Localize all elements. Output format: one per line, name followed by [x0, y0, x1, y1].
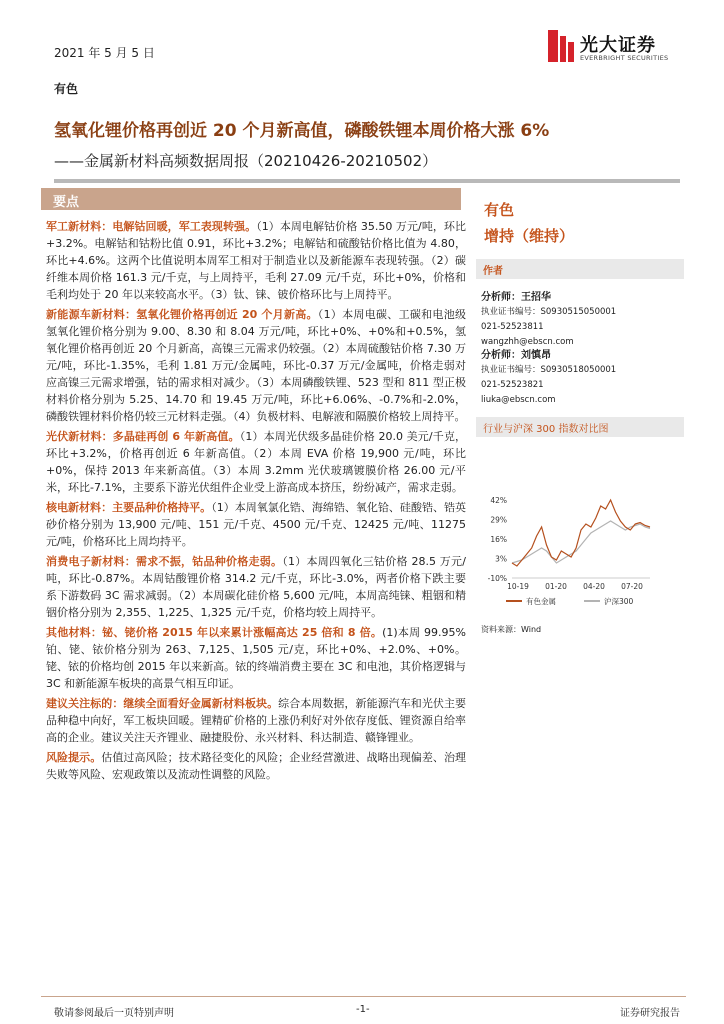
- title-divider: [54, 179, 680, 183]
- sector-label: 有色: [54, 82, 79, 96]
- chart-heading: 行业与沪深 300 指数对比图: [483, 424, 609, 435]
- chart-source: 资料来源：Wind: [481, 625, 542, 634]
- footer-disclaimer: 敬请参阅最后一页特别声明: [54, 1008, 174, 1019]
- paragraph-nuclear: 核电新材料：主要品种价格持平。（1）本周氧氯化锆、海绵锆、氧化铪、硅酸锆、锆英砂价格分别为 13,900 元/吨、151 元/千克、4500 元/千克、12425 元/吨、11275 元/吨，价格环比上周均持平。: [46, 501, 467, 548]
- paragraph-consumer: 消费电子新材料：需求不振，钴品种价格走弱。（1）本周四氧化三钴价格 28.5 万元/吨，环比-0.87%。本周钴酸锂价格 314.2 元/千克，环比-3.0%，两者价格下跌主要系下游数码 3C 需求减弱。（2）本周碳化硅价格 5,600 元/吨，本周高纯铼、粗铟和精铟价格分别为 2,355、1,225、1,325 元/千克，价格均较上周持平。: [46, 555, 466, 619]
- paragraph-military: 军工新材料：电解钴回暖，军工表现转强。（1）本周电解钴价格 35.50 万元/吨，环比+3.2%。电解钴和钴粉比值 0.91，环比+3.2%；电解钴和硫酸钴价格比值为 4.80，环比+4.6%。这两个比值说明本周军工相对于制造业以及新能源车表现转强。（2）碳纤维本周价格 161.3 元/千克，与上周持平，毛利 27.09 元/千克，环比+0%，价格和毛利均处于 20 年以来较高水平。（3）钛、铼、铍价格环比与上周持平。: [46, 220, 466, 301]
- legend-label: 有色金属: [526, 597, 556, 606]
- paragraph-other: 其他材料：铋、铑价格 2015 年以来累计涨幅高达 25 倍和 8 倍。(1)本周 99.95%铂、铑、铱价格分别为 263、7,125、1,505 元/克，环比+0%、+2.0%、+0%。铑、铱的价格均创 2015 年以来新高。铱的终端消费主要在 3C 和电池，其价格逻辑与 3C 和新能源车板块的高景气相互印证。: [46, 626, 466, 690]
- analyst-phone: 021-52523821: [481, 380, 544, 390]
- paragraph-pv: 光伏新材料：多晶硅再创 6 年新高值。（1）本周光伏级多晶硅价格 20.0 美元/千克，环比+3.2%，价格再创近 6 年新高值。（2）本周 EVA 价格 19,900 元/吨，环比+0%，保持 2013 年来新高值。（3）本周 3.2mm 光伏玻璃镀膜价格 26.00 元/平米，环比-7.1%，主要系下游光伏组件企业受上游高成本挤压，纷纷减产，需求走弱。: [46, 430, 466, 494]
- page-number: -1-: [356, 1004, 370, 1015]
- analyst-cert: 执业证书编号：S0930518050001: [481, 365, 617, 375]
- paragraph-risk: 风险提示。估值过高风险；技术路径变化的风险；企业经营激进、战略出现偏差、治理失败等风险、宏观政策以及流动性调整的风险。: [46, 751, 467, 781]
- author-heading: 作者: [483, 266, 503, 277]
- series-line-0: [512, 500, 650, 566]
- sidebar-sector: 有色: [484, 201, 515, 219]
- summary-heading: 要点: [53, 195, 80, 210]
- page-subtitle: ——金属新材料高频数据周报（20210426-20210502）: [54, 152, 438, 170]
- series-line-1: [512, 521, 650, 563]
- author-heading-bar: [476, 259, 684, 279]
- y-tick-label: 16%: [490, 535, 507, 544]
- paragraph-ev: 新能源车新材料：氢氧化锂价格再创近 20 个月新高。（1）本周电碳、工碳和电池级氢氧化锂价格分别为 9.00、8.30 和 8.04 万元/吨，环比+0%、+0%和+0.5%，氢氧化锂价格再创近 20 个月新高，高镍三元需求仍较强。（2）本周硫酸钴价格 7.30 万元/吨，环比-1.35%，毛利 1.81 万元/金属吨，环比-0.37 万元/金属吨，价格走弱对应高镍三元需求增强，钴的需求相对减少。（3）本周磷酸铁锂、523 型和 811 型正极材料价格分别为 5.25、14.70 和 19.45 万元/吨，环比+6.06%、-0.7%和-2.0%，磷酸铁锂材料价格仍较三元材料走强。（4）负极材料、电解液和隔膜价格较上周持平。: [46, 308, 466, 423]
- index-comparison-chart: [476, 490, 684, 620]
- y-tick-label: 3%: [495, 554, 507, 564]
- analyst-name: 分析师：刘慎昂: [481, 350, 551, 361]
- legend-label: 沪深300: [604, 597, 634, 606]
- analyst-card: [481, 348, 681, 408]
- y-tick-label: 42%: [490, 496, 507, 505]
- logo-icon: [546, 28, 576, 64]
- y-tick-label: -10%: [487, 574, 507, 583]
- summary-heading-bar: [41, 188, 461, 210]
- x-tick-label: 07-20: [621, 582, 643, 591]
- summary-body: [46, 218, 466, 786]
- y-tick-label: 29%: [490, 515, 507, 525]
- analyst-email[interactable]: wangzhh@ebscn.com: [481, 337, 574, 347]
- report-date: 2021 年 5 月 5 日: [54, 46, 155, 60]
- footer-divider: [41, 996, 686, 997]
- analyst-card: [481, 290, 681, 350]
- x-tick-label: 01-20: [545, 582, 567, 591]
- chart-heading-bar: [476, 417, 684, 437]
- logo-en: EVERBRIGHT SECURITIES: [580, 54, 669, 62]
- analyst-phone: 021-52523811: [481, 322, 544, 332]
- page-title: 氢氧化锂价格再创近 20 个月新高值，磷酸铁锂本周价格大涨 6%: [54, 121, 550, 141]
- analyst-cert: 执业证书编号：S0930515050001: [481, 307, 617, 317]
- sidebar-rating: 增持（维持）: [484, 227, 575, 245]
- footer-report-type: 证券研究报告: [620, 1008, 680, 1019]
- logo: [546, 28, 686, 70]
- logo-cn: 光大证券: [580, 35, 656, 56]
- paragraph-recommend: 建议关注标的：继续全面看好金属新材料板块。综合本周数据，新能源汽车和光伏主要品种稳中向好，军工板块回暖。锂精矿价格的上涨仍利好对外依存度低、锂资源自给率高的企业。建议关注天齐锂业、融捷股份、永兴材料、科达制造、赣锋锂业。: [46, 697, 467, 744]
- analyst-email[interactable]: liuka@ebscn.com: [481, 395, 556, 405]
- analyst-name: 分析师：王招华: [481, 292, 551, 303]
- x-tick-label: 04-20: [583, 582, 605, 591]
- x-tick-label: 10-19: [507, 582, 529, 591]
